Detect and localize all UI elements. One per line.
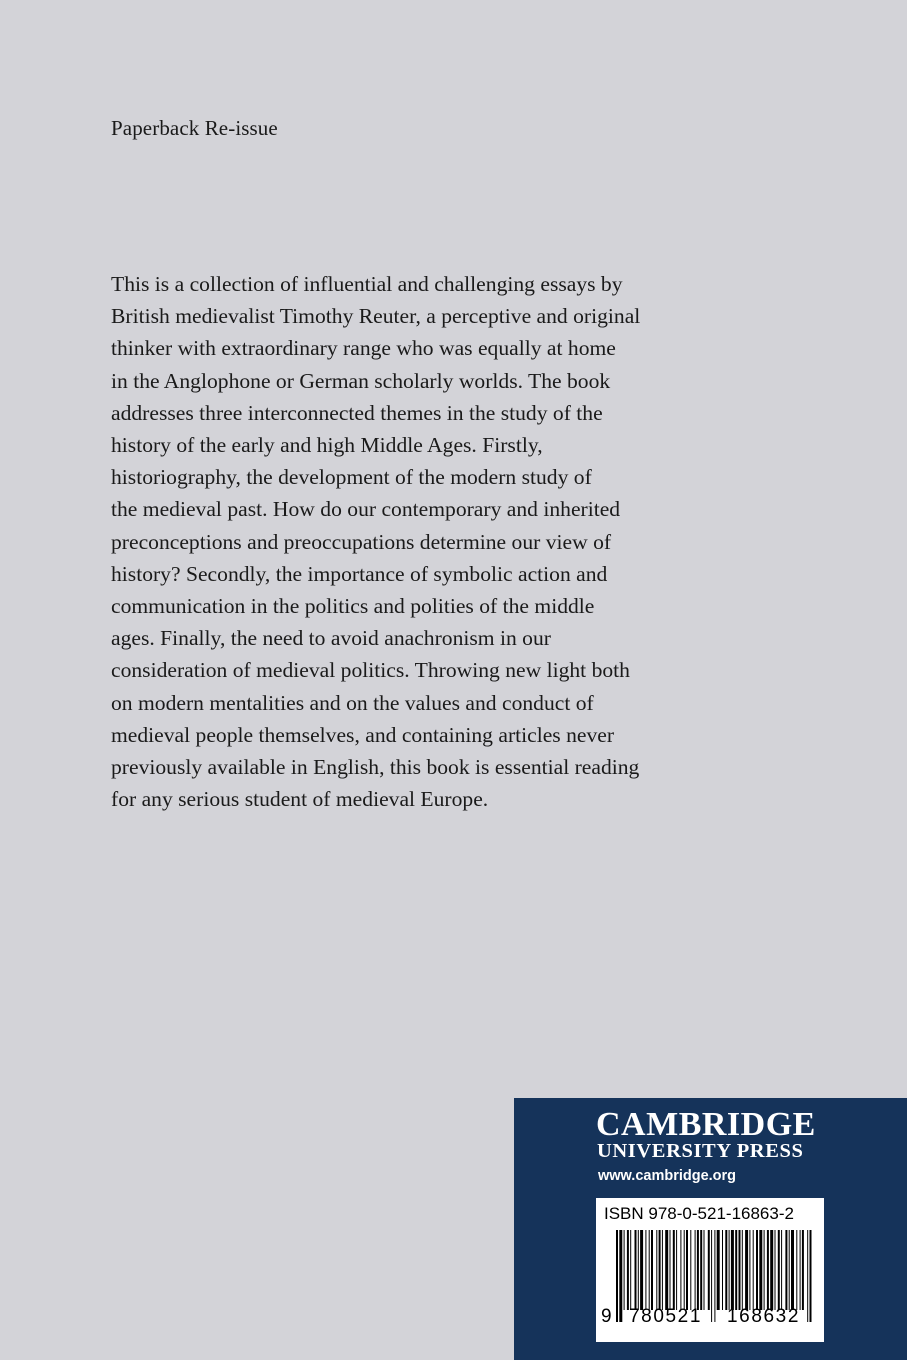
blurb-line: history of the early and high Middle Ages. Firstly, xyxy=(111,433,543,458)
blurb-line: addresses three interconnected themes in the study of the xyxy=(111,400,603,425)
barcode-bar xyxy=(680,1230,681,1310)
isbn-label: ISBN 978-0-521-16863-2 xyxy=(604,1204,794,1223)
publisher-name: CAMBRIDGE xyxy=(596,1106,816,1143)
barcode-digits-right: 168632 xyxy=(727,1306,801,1327)
barcode-bar xyxy=(722,1230,723,1310)
barcode-bar xyxy=(785,1230,787,1310)
barcode-bar xyxy=(764,1230,765,1310)
barcode-digits-left: 780521 xyxy=(629,1306,703,1327)
blurb-line: consideration of medieval politics. Throwing new light both xyxy=(111,658,630,683)
barcode-bar xyxy=(810,1230,812,1322)
barcode-bar xyxy=(756,1230,758,1310)
blurb-line: in the Anglophone or German scholarly worlds. The book xyxy=(111,368,611,393)
barcode-bar xyxy=(759,1230,762,1310)
barcode-bar xyxy=(673,1230,675,1310)
barcode-bar xyxy=(725,1230,727,1310)
blurb-line: communication in the politics and polities of the middle xyxy=(111,594,595,619)
barcode-bar xyxy=(635,1230,637,1310)
barcode-bar xyxy=(686,1230,688,1310)
publisher-panel xyxy=(514,1098,907,1360)
barcode-bar xyxy=(735,1230,737,1310)
blurb-line: previously available in English, this book is essential reading xyxy=(111,755,640,780)
barcode-bar xyxy=(695,1230,696,1310)
blurb-line: the medieval past. How do our contemporary and inherited xyxy=(111,497,621,522)
blurb-line: historiography, the development of the modern study of xyxy=(111,465,592,490)
barcode-bar xyxy=(619,1230,622,1322)
blurb-line: for any serious student of medieval Europe. xyxy=(111,787,489,812)
barcode-bar xyxy=(665,1230,668,1310)
reissue-label: Paperback Re-issue xyxy=(111,116,278,140)
blurb-line: thinker with extraordinary range who was equally at home xyxy=(111,336,616,361)
barcode-bar xyxy=(714,1230,715,1322)
barcode-bar xyxy=(711,1230,712,1322)
blurb-line: preconceptions and preoccupations determine our view of xyxy=(111,529,612,554)
barcode-box xyxy=(596,1198,824,1342)
publisher-url: www.cambridge.org xyxy=(598,1168,737,1184)
barcode-bar xyxy=(630,1230,631,1310)
barcode-bar xyxy=(767,1230,769,1310)
barcode-bar xyxy=(729,1230,730,1310)
barcode-digit-lead: 9 xyxy=(601,1306,612,1327)
barcode-bar xyxy=(656,1230,657,1310)
barcode-bar xyxy=(700,1230,702,1310)
barcode-bar xyxy=(651,1230,653,1310)
barcode-bar xyxy=(745,1230,748,1310)
barcode-bar xyxy=(717,1230,720,1310)
barcode-bar xyxy=(645,1230,646,1310)
barcode-bar xyxy=(753,1230,754,1310)
barcode-bar xyxy=(739,1230,741,1310)
barcode-bar xyxy=(749,1230,750,1310)
barcode-bar xyxy=(697,1230,699,1310)
barcode-bar xyxy=(800,1230,801,1310)
blurb-text xyxy=(111,268,671,815)
barcode-bar xyxy=(616,1230,618,1322)
barcode-bar xyxy=(684,1230,685,1310)
barcode-bar xyxy=(662,1230,663,1310)
blurb-line: ages. Finally, the need to avoid anachronism in our xyxy=(111,626,551,651)
barcode-bar xyxy=(781,1230,782,1310)
publisher-subtitle: UNIVERSITY PRESS xyxy=(597,1140,804,1162)
barcode-bar xyxy=(638,1230,639,1310)
barcode-bar xyxy=(704,1230,705,1310)
blurb-line: British medievalist Timothy Reuter, a perceptive and original xyxy=(111,304,641,329)
barcode-bar xyxy=(796,1230,797,1310)
barcode-bar xyxy=(791,1230,794,1310)
barcode-bar xyxy=(802,1230,804,1310)
barcode-bar xyxy=(624,1230,625,1310)
blurb-line: medieval people themselves, and containing articles never xyxy=(111,722,615,747)
barcode-bar xyxy=(627,1230,629,1310)
barcode-bar xyxy=(690,1230,691,1310)
barcode-bar xyxy=(742,1230,743,1310)
barcode-bar xyxy=(778,1230,780,1310)
blurb-line: This is a collection of influential and challenging essays by xyxy=(111,272,623,296)
barcode-bar xyxy=(770,1230,773,1310)
barcode-bar xyxy=(670,1230,671,1310)
barcode-bar xyxy=(676,1230,677,1310)
barcode-bar xyxy=(789,1230,790,1310)
blurb-line: on modern mentalities and on the values and conduct of xyxy=(111,690,594,715)
barcode-bar xyxy=(659,1230,661,1310)
barcode-bar xyxy=(731,1230,734,1310)
blurb-line: history? Secondly, the importance of symbolic action and xyxy=(111,561,608,586)
barcode-bar xyxy=(708,1230,710,1310)
barcode-bar xyxy=(640,1230,643,1310)
barcode-bar xyxy=(775,1230,776,1310)
barcode-bar xyxy=(807,1230,808,1322)
barcode-bar xyxy=(649,1230,650,1310)
